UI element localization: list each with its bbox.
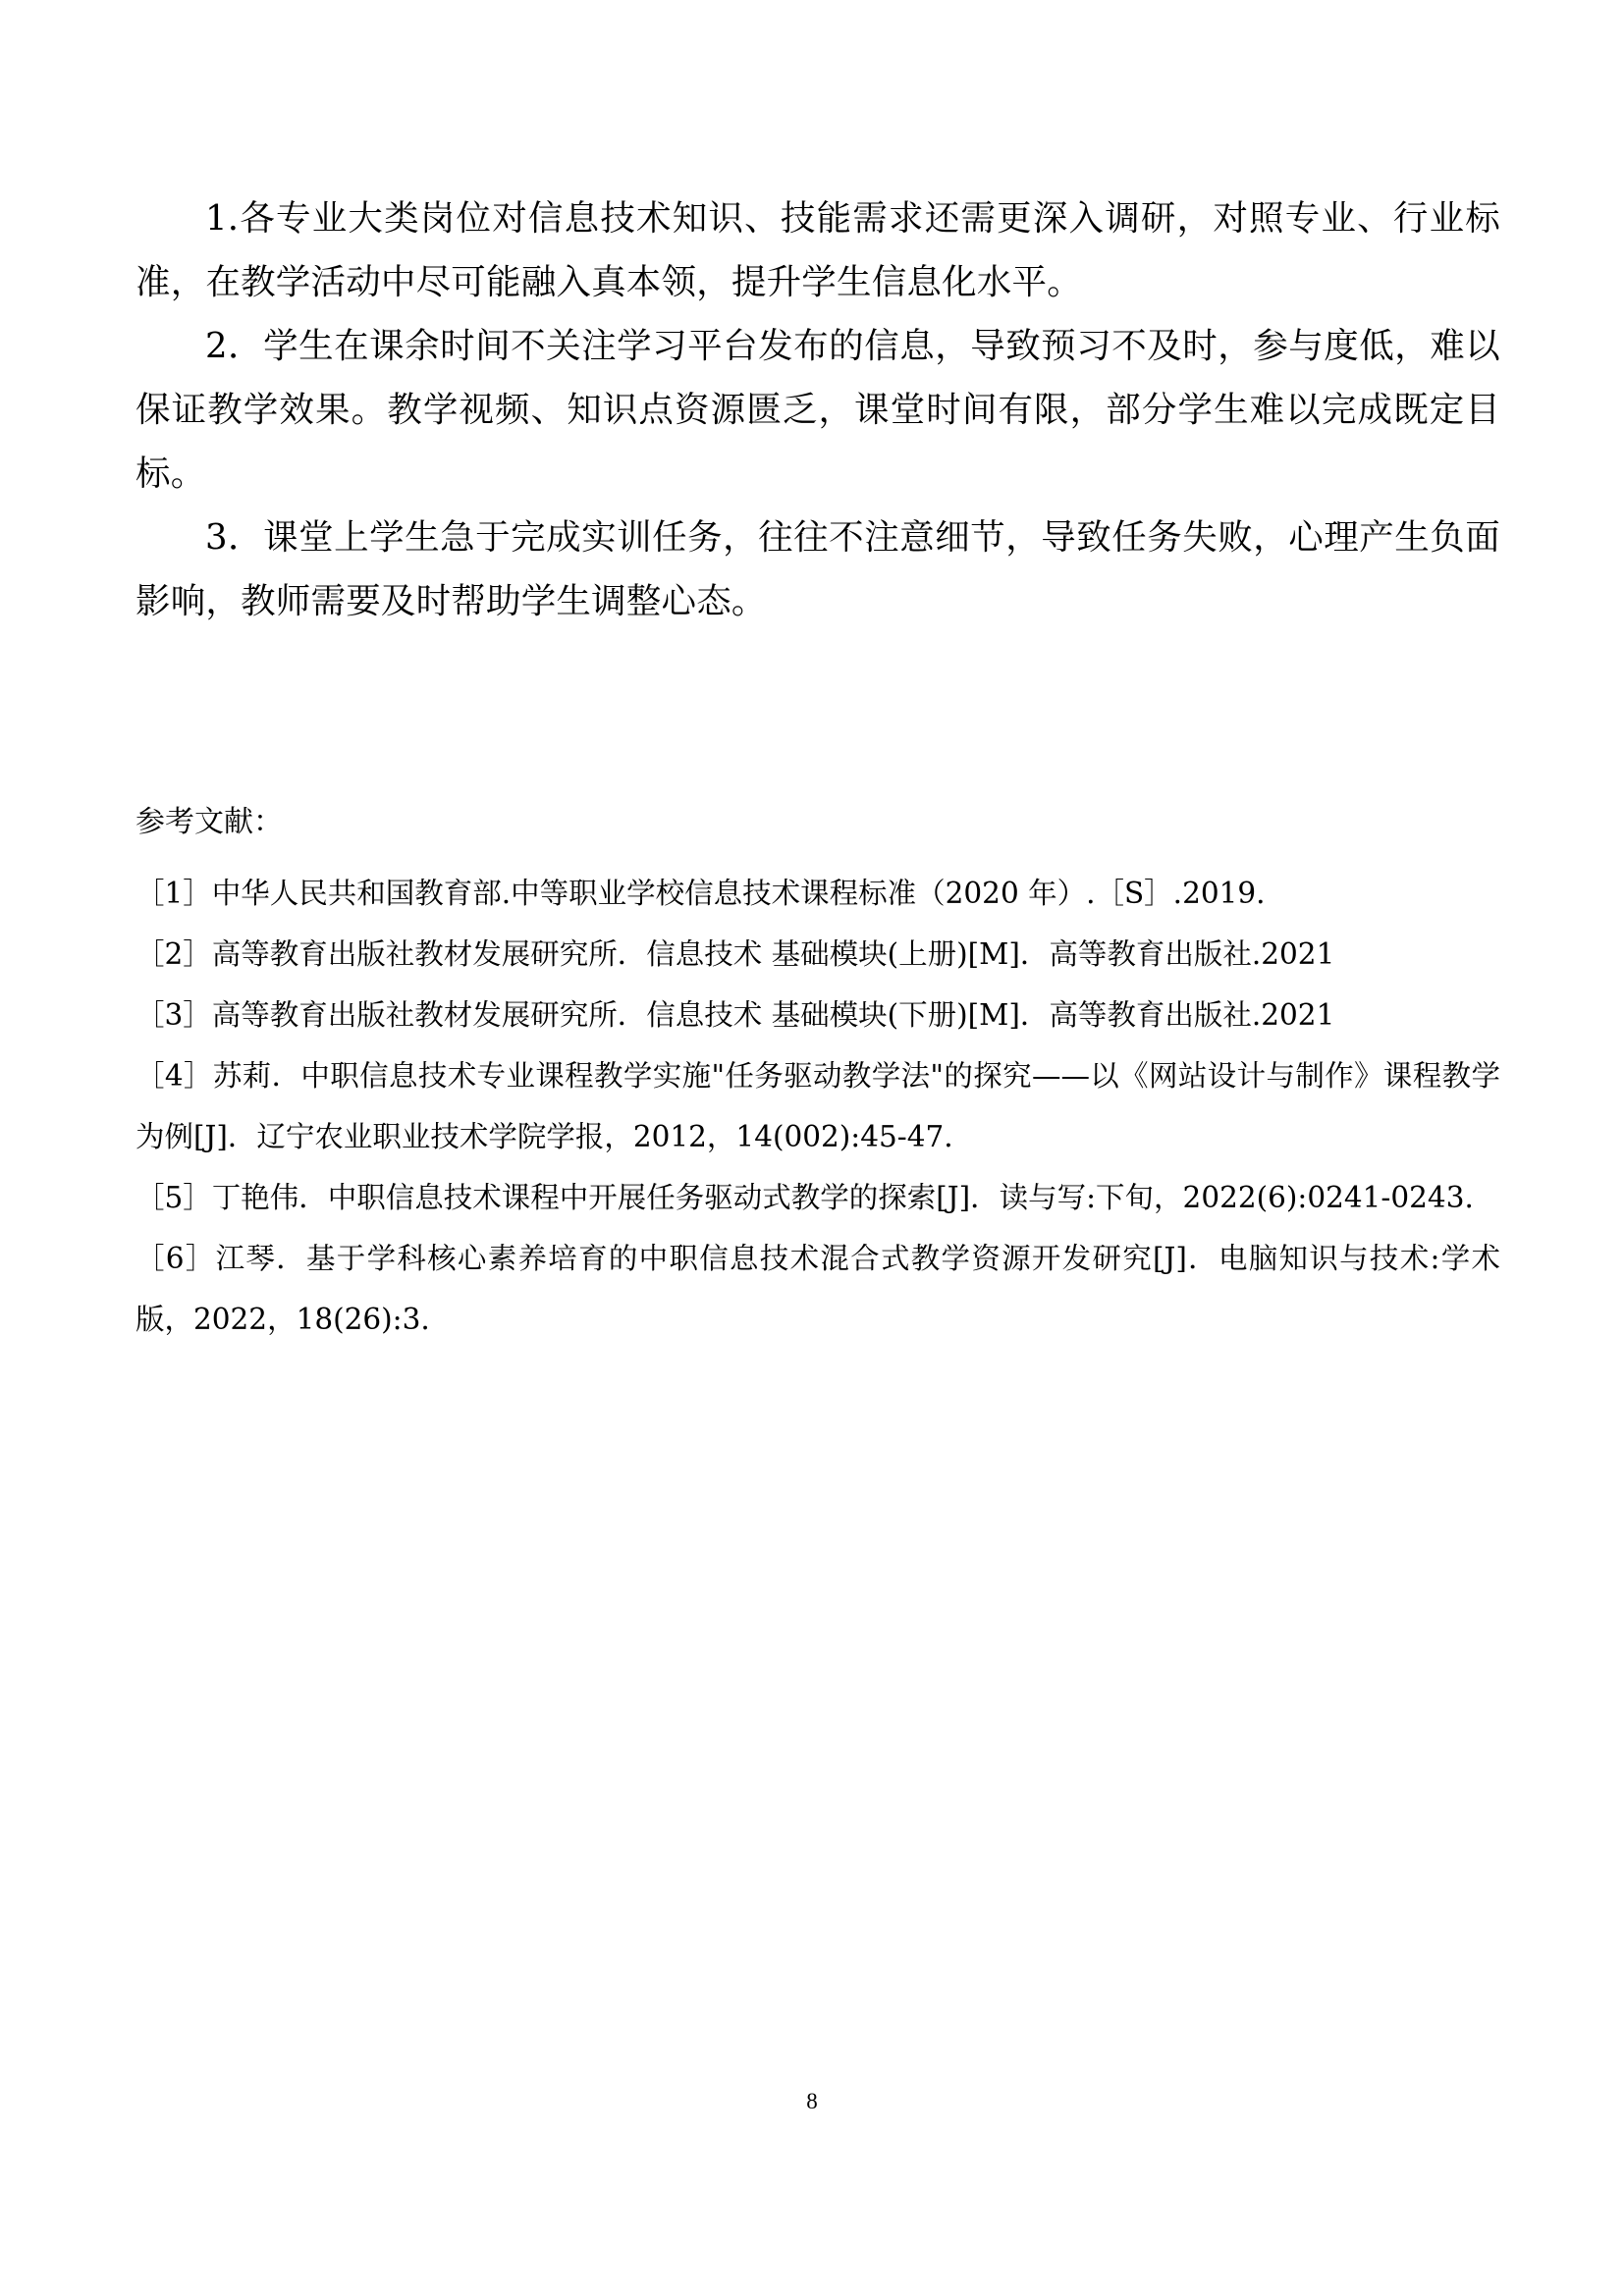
body-paragraph-1: 1.各专业大类岗位对信息技术知识、技能需求还需更深入调研，对照专业、行业标准，在教学活动中尽可能融入真本领，提升学生信息化水平。 xyxy=(135,198,1500,302)
reference-item-5: ［5］丁艳伟．中职信息技术课程中开展任务驱动式教学的探索[J]．读与写:下旬，2022(6):0241-0243. xyxy=(135,1181,1474,1214)
reference-item-6: ［6］江琴．基于学科核心素养培育的中职信息技术混合式教学资源开发研究[J]．电脑知识与技术:学术版，2022，18(26):3. xyxy=(135,1242,1500,1336)
body-paragraph-2: 2．学生在课余时间不关注学习平台发布的信息，导致预习不及时，参与度低，难以保证教学效果。教学视频、知识点资源匮乏，课堂时间有限，部分学生难以完成既定目标。 xyxy=(135,326,1500,494)
page-number: 8 xyxy=(806,2089,818,2113)
reference-item-3: ［3］高等教育出版社教材发展研究所．信息技术 基础模块(下册)[M]．高等教育出版社.2021 xyxy=(135,998,1335,1032)
page-content xyxy=(135,147,1500,1350)
reference-item-4: ［4］苏莉．中职信息技术专业课程教学实施"任务驱动教学法"的探究——以《网站设计与制作》课程教学为例[J]．辽宁农业职业技术学院学报，2012，14(002):45-47. xyxy=(135,1059,1500,1153)
reference-item-1: ［1］中华人民共和国教育部.中等职业学校信息技术课程标准（2020 年）.［S］.2019. xyxy=(135,877,1266,910)
references-heading: 参考文献： xyxy=(135,805,283,839)
body-paragraph-3: 3．课堂上学生急于完成实训任务，往往不注意细节，导致任务失败，心理产生负面影响，教师需要及时帮助学生调整心态。 xyxy=(135,517,1500,621)
reference-item-2: ［2］高等教育出版社教材发展研究所．信息技术 基础模块(上册)[M]．高等教育出版社.2021 xyxy=(135,937,1335,971)
section-spacer xyxy=(135,633,1500,798)
